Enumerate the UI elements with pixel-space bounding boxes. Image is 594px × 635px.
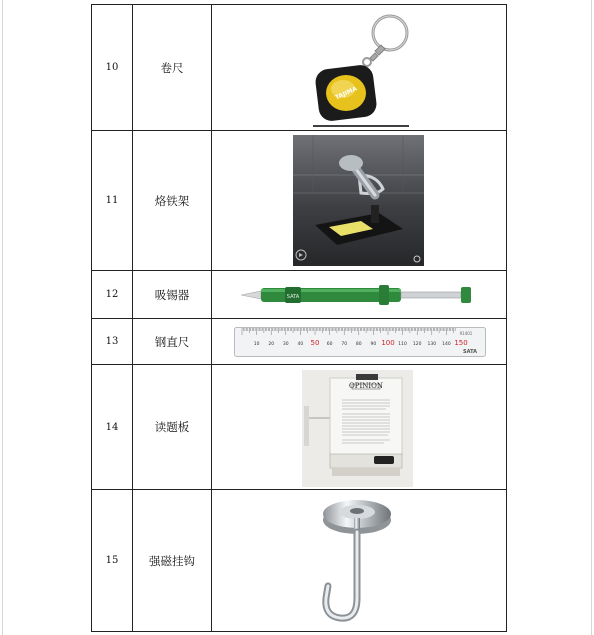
ruler-label: 20 [268,342,275,347]
magnetic-hook-icon [316,490,398,630]
ruler-label: 80 [355,342,362,347]
item-name: 卷尺 [133,5,212,131]
ruler-label: 40 [297,342,304,347]
row-number: 15 [92,490,133,632]
ruler-label: 120 [412,342,422,347]
row-number: 13 [92,319,133,365]
desoldering-pump-icon [239,277,476,313]
row-number: 12 [92,271,133,319]
ruler-brand: SATA [463,349,477,355]
ruler-label: 150 [454,339,468,347]
ruler-label: 90 [370,342,377,347]
pump-brand: SATA [286,294,300,300]
holder-brand: OPINION [349,382,383,390]
ruler-label: 140 [442,342,451,347]
item-name: 吸锡器 [133,271,212,319]
table-row [92,319,507,365]
document-holder-icon [302,370,413,487]
item-image-cell [212,5,507,131]
ruler-label: 60 [326,342,333,347]
row-number: 11 [92,131,133,271]
ruler-label: 110 [398,342,407,347]
item-name: 读题板 [133,365,212,490]
item-name: 烙铁架 [133,131,212,271]
ruler-label: 70 [341,342,348,347]
tape-brand: TAJIMA [334,85,359,102]
ruler-label: 100 [381,339,395,347]
table-row [92,131,507,271]
row-number: 14 [92,365,133,490]
table-row [92,5,507,131]
ruler-label: 10 [253,342,260,347]
page-edge-left [2,0,3,635]
row-number: 10 [92,5,133,131]
tape-measure-keychain-icon [307,9,409,127]
steel-ruler-icon [234,327,486,357]
item-name: 强磁挂钩 [133,490,212,632]
table-row [92,365,507,490]
table-row [92,271,507,319]
items-table [91,4,507,632]
ruler-code: 91401 [459,331,473,336]
soldering-iron-stand-icon [293,135,424,266]
ruler-label: 130 [427,342,437,347]
item-image-cell [212,131,507,271]
page-edge-right [591,0,592,635]
table-row [92,490,507,632]
item-image-cell [212,319,507,365]
ruler-label: 30 [282,342,289,347]
item-image-cell [212,365,507,490]
item-image-cell [212,271,507,319]
ruler-label: 50 [310,339,320,347]
item-name: 钢直尺 [133,319,212,365]
item-image-cell [212,490,507,632]
